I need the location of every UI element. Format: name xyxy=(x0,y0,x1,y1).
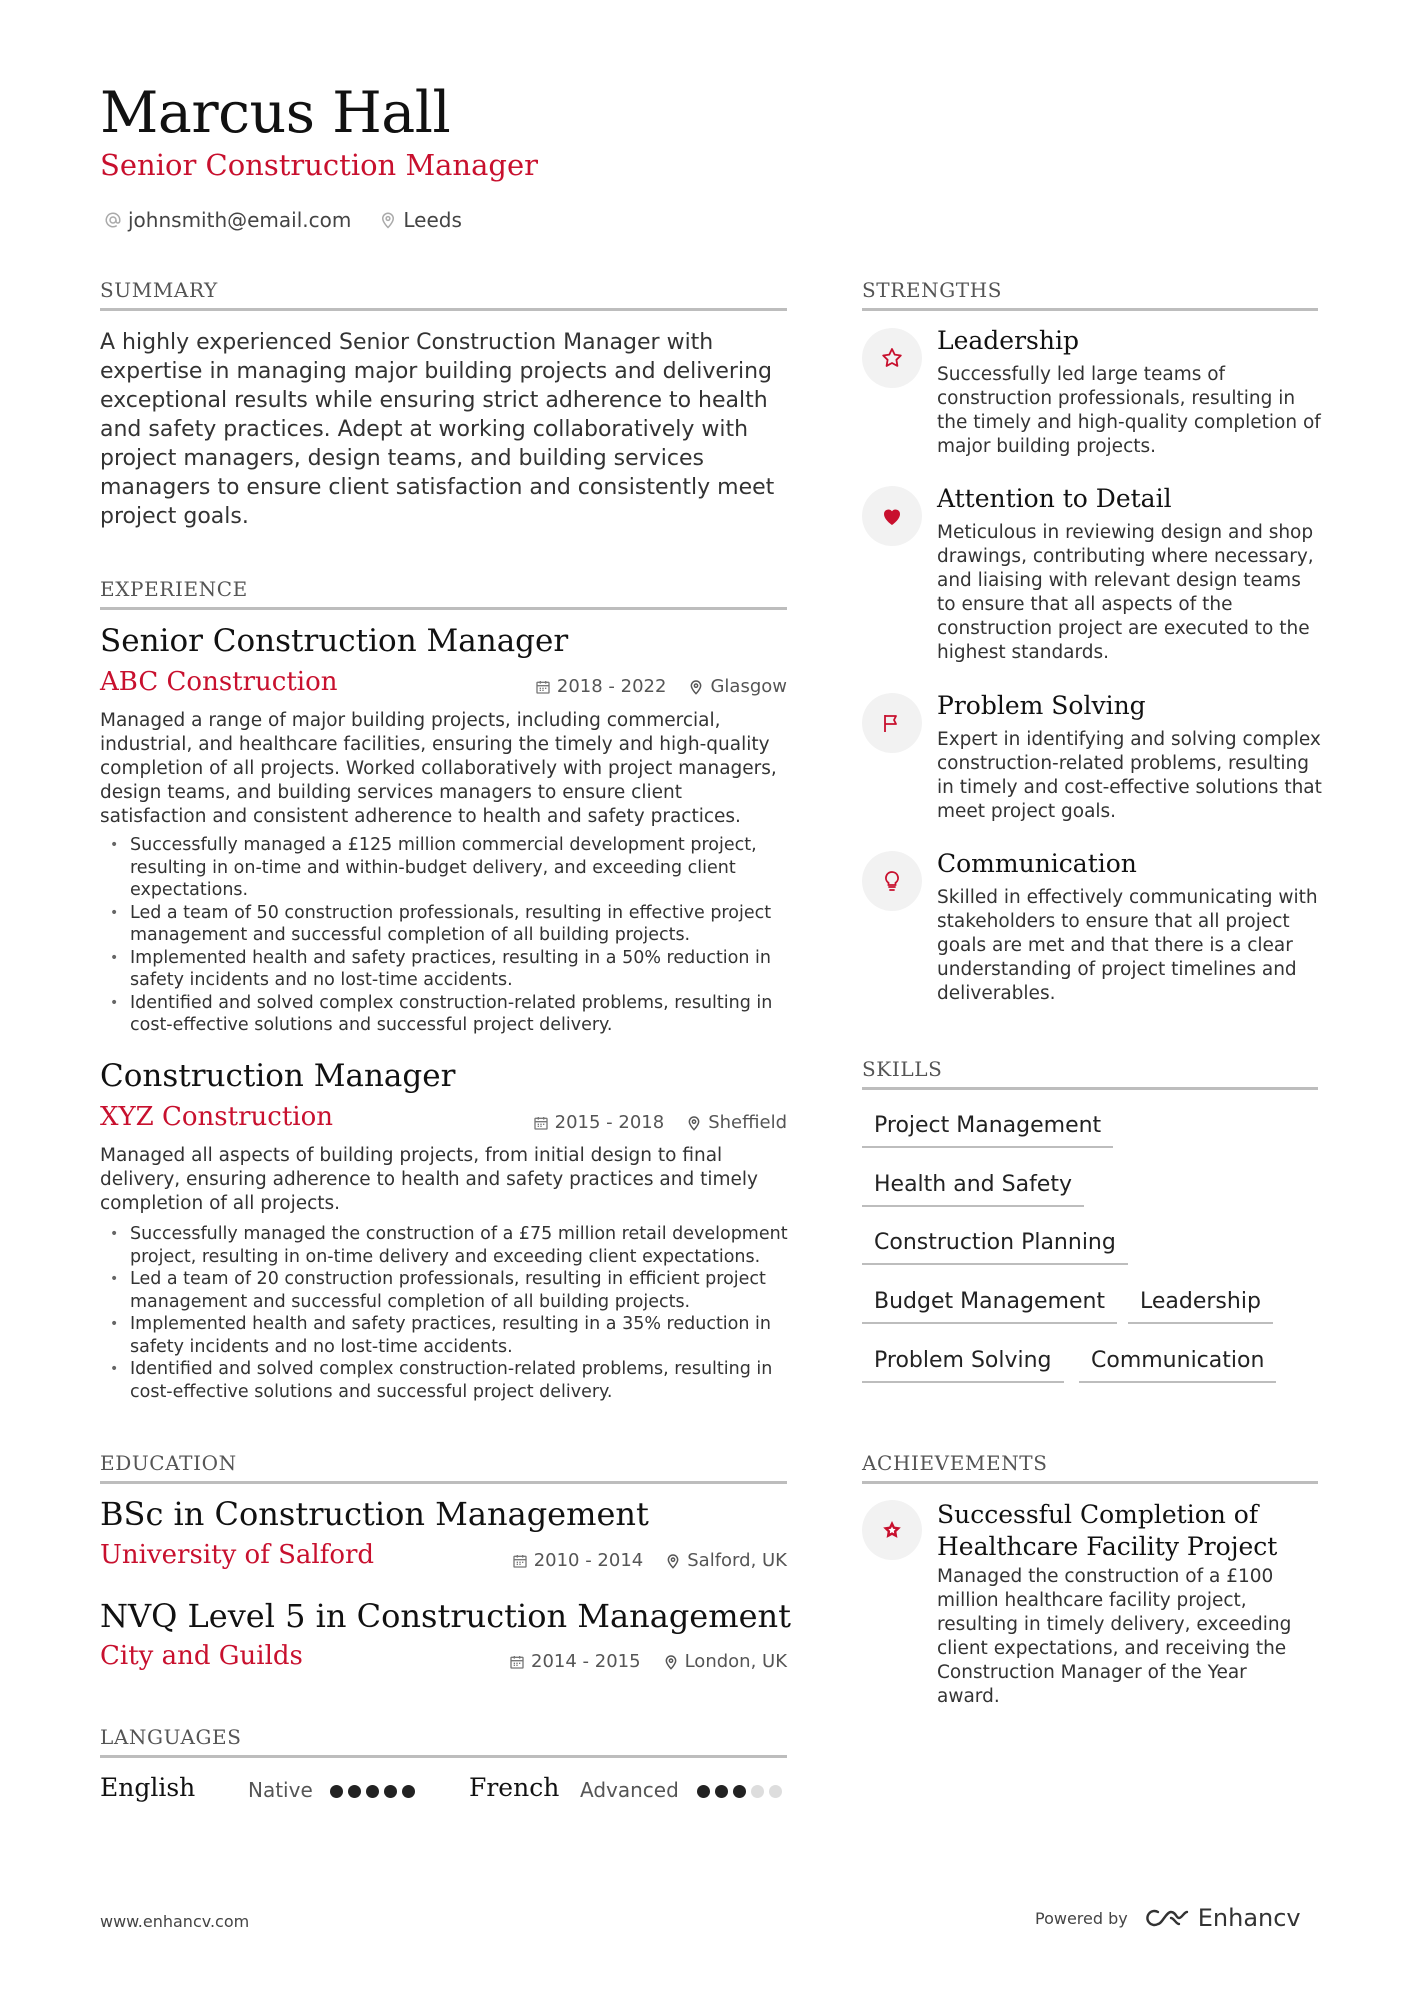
location-pin-icon xyxy=(686,1115,702,1131)
job-dates: 2015 - 2018 xyxy=(554,1112,665,1133)
company-name: ABC Construction xyxy=(100,667,338,697)
calendar-icon xyxy=(512,1553,528,1569)
flag-icon xyxy=(880,711,904,735)
rating-dot xyxy=(402,1785,415,1798)
rating-dot xyxy=(348,1785,361,1798)
rating-dot xyxy=(733,1785,746,1798)
education-degree: BSc in Construction Management xyxy=(100,1495,649,1533)
brand-logo[interactable] xyxy=(1144,1904,1301,1932)
section-heading-summary: SUMMARY xyxy=(100,278,787,311)
footer-website[interactable]: www.enhancv.com xyxy=(100,1912,250,1931)
contact-location xyxy=(379,208,462,232)
skill-tag: Problem Solving xyxy=(862,1348,1064,1383)
section-heading-skills: SKILLS xyxy=(862,1057,1318,1090)
strength-description: Meticulous in reviewing design and shop drawings, contributing where necessary, and liaising with relevant design teams to ensure that all aspects of the construction project are executed to the highest standards. xyxy=(937,522,1314,663)
list-item: • Successfully managed the construction of a £75 million retail development project, resulting in on-time delivery and exceeding client expectations. xyxy=(100,1223,790,1268)
language-name: French xyxy=(469,1773,560,1802)
calendar-icon xyxy=(509,1654,525,1670)
candidate-name: Marcus Hall xyxy=(100,80,451,146)
skill-tag: Health and Safety xyxy=(862,1172,1084,1207)
job-description: Managed all aspects of building projects, from initial design to final delivery, ensuring adherence to health and safety practices and timely completion of all projects. xyxy=(100,1145,758,1214)
section-heading-strengths: STRENGTHS xyxy=(862,278,1318,311)
location-pin-icon xyxy=(665,1553,681,1569)
rating-dot xyxy=(366,1785,379,1798)
language-level: Advanced xyxy=(580,1778,679,1802)
job-dates: 2018 - 2022 xyxy=(556,676,667,697)
skill-tag: Project Management xyxy=(862,1113,1113,1148)
location-pin-icon xyxy=(663,1654,679,1670)
strength-title: Communication xyxy=(937,849,1137,878)
strength-icon-circle xyxy=(862,486,922,546)
location-text: Leeds xyxy=(403,208,462,232)
job-description: Managed a range of major building projects, including commercial, industrial, and healthcare facilities, ensuring the timely and high-quality completion of all projects. Worked collaboratively with project managers, design teams, and building services managers to ensure client satisfaction and consistent adherence to health and safety practices. xyxy=(100,710,777,827)
email-text: johnsmith@email.com xyxy=(128,208,352,232)
list-item: • Implemented health and safety practices, resulting in a 35% reduction in safety incidents and no lost-time accidents. xyxy=(100,1313,790,1358)
location-pin-icon xyxy=(688,679,704,695)
rating-dot xyxy=(715,1785,728,1798)
at-icon xyxy=(104,211,122,229)
skill-tag: Communication xyxy=(1079,1348,1276,1383)
achievement-icon-circle xyxy=(862,1500,922,1560)
list-item: • Identified and solved complex construction-related problems, resulting in cost-effective solutions and successful project delivery. xyxy=(100,1358,790,1403)
education-meta xyxy=(512,1550,787,1571)
language-name: English xyxy=(100,1773,196,1802)
star-icon xyxy=(880,346,904,370)
job-location: Sheffield xyxy=(708,1112,787,1133)
job-bullets xyxy=(100,834,790,1037)
location-pin-icon xyxy=(379,211,397,229)
strength-title: Problem Solving xyxy=(937,691,1146,720)
strength-icon-circle xyxy=(862,851,922,911)
rating-dot xyxy=(384,1785,397,1798)
education-dates: 2010 - 2014 xyxy=(533,1550,644,1571)
list-item: • Led a team of 50 construction professionals, resulting in effective project management and successful completion of all building projects. xyxy=(100,902,790,947)
job-location: Glasgow xyxy=(710,676,787,697)
language-level: Native xyxy=(248,1778,313,1802)
contact-email[interactable] xyxy=(104,208,351,232)
education-degree: NVQ Level 5 in Construction Management xyxy=(100,1597,791,1635)
strength-icon-circle xyxy=(862,328,922,388)
heart-icon xyxy=(880,504,904,528)
candidate-title: Senior Construction Manager xyxy=(100,148,538,182)
section-heading-education: EDUCATION xyxy=(100,1451,787,1484)
education-school: University of Salford xyxy=(100,1540,375,1570)
list-item: • Identified and solved complex construction-related problems, resulting in cost-effective solutions and successful project delivery. xyxy=(100,992,790,1037)
calendar-icon xyxy=(533,1115,549,1131)
job-meta xyxy=(535,676,787,697)
company-name: XYZ Construction xyxy=(100,1102,333,1132)
education-location: London, UK xyxy=(684,1651,787,1672)
list-item: • Led a team of 20 construction professionals, resulting in efficient project management and successful completion of all building projects. xyxy=(100,1268,790,1313)
powered-by-label: Powered by xyxy=(1035,1908,1128,1928)
skill-tag: Construction Planning xyxy=(862,1230,1128,1265)
lightbulb-icon xyxy=(880,869,904,893)
brand-name: Enhancv xyxy=(1197,1904,1301,1932)
language-rating xyxy=(697,1785,782,1798)
section-heading-experience: EXPERIENCE xyxy=(100,577,787,610)
job-title: Construction Manager xyxy=(100,1058,456,1094)
achievement-title: Successful Completion of Healthcare Facility Project xyxy=(937,1500,1278,1561)
strength-title: Leadership xyxy=(937,326,1079,355)
education-school: City and Guilds xyxy=(100,1641,303,1671)
strength-description: Successfully led large teams of construction professionals, resulting in the timely and high-quality completion of major building projects. xyxy=(937,364,1321,457)
summary-text: A highly experienced Senior Construction Manager with expertise in managing major building projects and delivering exceptional results while ensuring strict adherence to health and safety practices. Adept at working collaboratively with project managers, design teams, and building services managers to ensure client satisfaction and consistently meet project goals. xyxy=(100,330,775,529)
education-meta xyxy=(509,1651,787,1672)
job-title: Senior Construction Manager xyxy=(100,623,569,659)
skill-tag: Budget Management xyxy=(862,1289,1117,1324)
calendar-icon xyxy=(535,679,551,695)
language-rating xyxy=(330,1785,415,1798)
strength-icon-circle xyxy=(862,693,922,753)
rating-dot xyxy=(330,1785,343,1798)
list-item: • Implemented health and safety practices, resulting in a 50% reduction in safety incidents and no lost-time accidents. xyxy=(100,947,790,992)
rating-dot xyxy=(751,1785,764,1798)
rating-dot xyxy=(769,1785,782,1798)
star-badge-icon xyxy=(880,1518,904,1542)
list-item: • Successfully managed a £125 million commercial development project, resulting in on-time and within-budget delivery, and exceeding client expectations. xyxy=(100,834,790,902)
section-heading-languages: LANGUAGES xyxy=(100,1725,787,1758)
contact-bar xyxy=(104,208,462,232)
strength-description: Skilled in effectively communicating with stakeholders to ensure that all project goals are met and that there is a clear understanding of project timelines and deliverables. xyxy=(937,887,1318,1004)
footer-powered xyxy=(1035,1904,1301,1932)
job-meta xyxy=(533,1112,787,1133)
strength-description: Expert in identifying and solving complex construction-related problems, resulting in timely and cost-effective solutions that meet project goals. xyxy=(937,729,1322,822)
enhancv-logo-icon xyxy=(1144,1906,1190,1930)
skill-tag: Leadership xyxy=(1128,1289,1273,1324)
education-location: Salford, UK xyxy=(687,1550,787,1571)
rating-dot xyxy=(697,1785,710,1798)
strength-title: Attention to Detail xyxy=(937,484,1172,513)
job-bullets xyxy=(100,1223,790,1403)
achievement-description: Managed the construction of a £100 million healthcare facility project, resulting in timely delivery, exceeding client expectations, and receiving the Construction Manager of the Year award. xyxy=(937,1566,1292,1707)
education-dates: 2014 - 2015 xyxy=(531,1651,641,1672)
section-heading-achievements: ACHIEVEMENTS xyxy=(862,1451,1318,1484)
